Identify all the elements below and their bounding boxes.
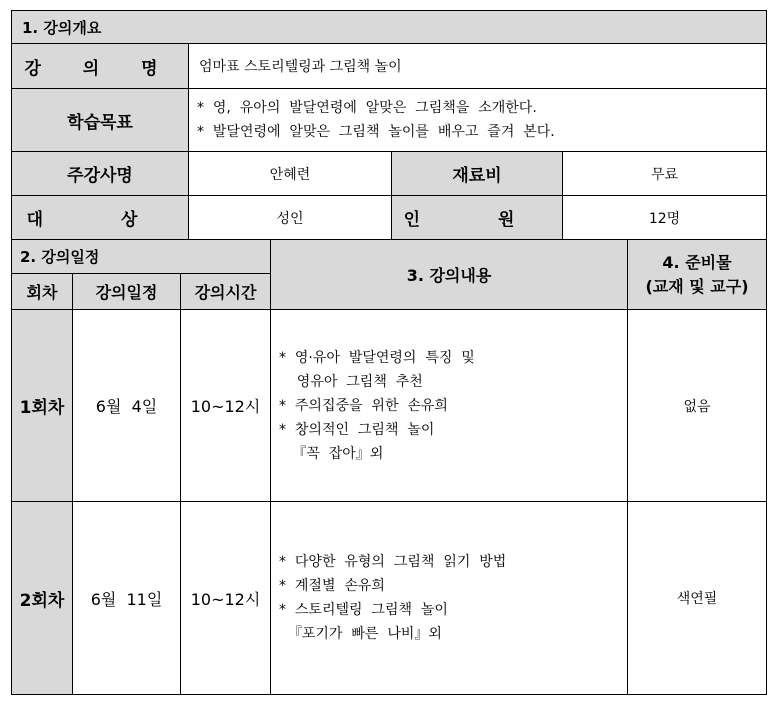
capacity-label: 인 원 — [391, 195, 563, 240]
session-2-content-line: * 스토리텔링 그림책 놀이 — [279, 602, 448, 618]
session-1-content-line: * 영·유아 발달연령의 특징 및 — [279, 349, 475, 366]
session-2-date: 6월 11일 — [72, 501, 181, 695]
col-date: 강의일정 — [72, 273, 181, 310]
section4-title-line2: (교재 및 교구) — [645, 276, 749, 296]
session-2-content-line: 『포기가 빠른 나비』외 — [279, 626, 442, 642]
session-1-content-line: * 주의집중을 위한 손유희 — [279, 397, 448, 414]
session-1-time: 10~12시 — [180, 309, 271, 502]
session-1-content-line: * 창의적인 그림책 놀이 — [279, 421, 435, 438]
course-name-label: 강 의 명 — [11, 43, 189, 89]
session-2-content-line: * 다양한 유형의 그림책 읽기 방법 — [279, 554, 507, 570]
goal-line-1: * 영, 유아의 발달연령에 알맞은 그림책을 소개한다. — [197, 100, 537, 116]
course-name-value: 엄마표 스토리텔링과 그림책 놀이 — [188, 43, 767, 89]
fee-value: 무료 — [562, 151, 767, 196]
session-1-label: 1회차 — [11, 309, 73, 502]
session-2-content — [270, 501, 628, 695]
section2-title: 2. 강의일정 — [11, 239, 271, 274]
session-1-materials: 없음 — [627, 309, 767, 502]
instructor-value: 안혜련 — [188, 151, 392, 196]
goal-line-2: * 발달연령에 알맞은 그림책 놀이를 배우고 즐겨 본다. — [197, 124, 555, 140]
instructor-label: 주강사명 — [11, 151, 189, 196]
section4-title — [627, 239, 767, 310]
session-2-materials: 색연필 — [627, 501, 767, 695]
session-1-content-line: 『꼭 잡아』외 — [279, 445, 384, 462]
section1-title: 1. 강의개요 — [11, 10, 767, 44]
session-2-time: 10~12시 — [180, 501, 271, 695]
section3-title: 3. 강의내용 — [270, 239, 628, 310]
session-1-content — [270, 309, 628, 502]
session-2-label: 2회차 — [11, 501, 73, 695]
session-1-content-line: 영유아 그림책 추천 — [279, 373, 423, 390]
capacity-value: 12명 — [562, 195, 767, 240]
goals-label: 학습목표 — [11, 88, 189, 152]
goals-value — [188, 88, 767, 152]
session-1-date: 6월 4일 — [72, 309, 181, 502]
session-2-content-line: * 계절별 손유희 — [279, 578, 385, 594]
section4-title-line1: 4. 준비물 — [662, 252, 732, 272]
target-value: 성인 — [188, 195, 392, 240]
col-time: 강의시간 — [180, 273, 271, 310]
target-label: 대 상 — [11, 195, 189, 240]
col-session: 회차 — [11, 273, 73, 310]
fee-label: 재료비 — [391, 151, 563, 196]
